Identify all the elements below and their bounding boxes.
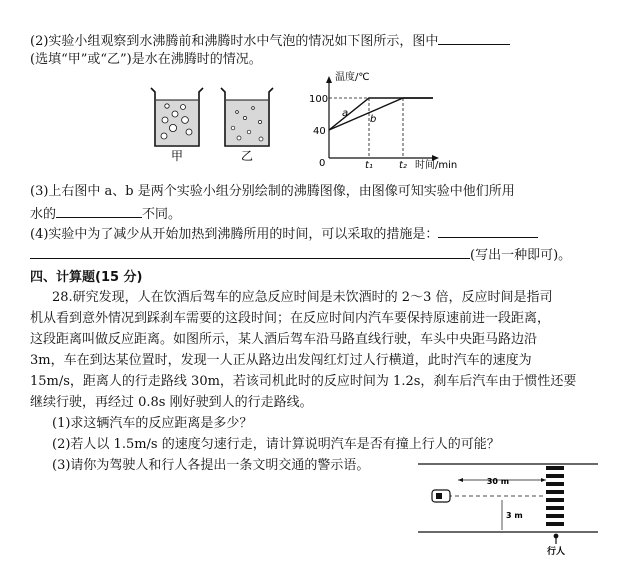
line-b-label: b [370, 114, 377, 125]
beaker-yi [221, 88, 273, 146]
q3-line2 [30, 203, 181, 224]
y-tick-40: 40 [313, 126, 326, 137]
road-diagram [418, 460, 618, 555]
q28-sub2: (2)若人以 1.5m/s 的速度匀速行走，请计算说明汽车是否有撞上行人的可能？ [52, 437, 500, 452]
answer-blank-q2[interactable] [438, 30, 510, 45]
answer-blank-q4-a[interactable] [438, 223, 538, 238]
x-axis-label: 时间/min [415, 160, 458, 170]
y-axis-label: 温度/℃ [335, 72, 370, 83]
q28-line1: 28.研究发现，人在饮酒后驾车的应急反应时间是未饮酒时的 2～3 倍，反应时间是指司 [52, 290, 553, 305]
q3-text-pre: 水的 [30, 207, 57, 222]
pedestrian-icon [554, 534, 559, 544]
q28-line3: 这段距离叫做反应距离。如图所示，某人酒后驾车沿马路直线行驶，车头中央距马路边沿 [30, 332, 538, 347]
x-tick-t1: t₁ [365, 160, 373, 170]
q4-text: (4)实验中为了减少从开始加热到沸腾所用的时间，可以采取的措施是： [30, 227, 439, 242]
temperature-graph [305, 70, 470, 170]
beakers-figure [145, 82, 285, 164]
q4-line2 [30, 244, 571, 265]
y-tick-100: 100 [309, 94, 329, 105]
q4-text-post: (写出一种即可)。 [470, 248, 572, 263]
answer-blank-q4-b[interactable] [30, 244, 470, 259]
q28-line6: 继续行驶，再经过 0.8s 刚好驶到人的行走路线。 [30, 395, 313, 410]
distance-30m-label: 30 m [486, 477, 510, 486]
q3-text-post: 不同。 [142, 207, 182, 222]
q28-sub1: (1)求这辆汽车的反应距离是多少？ [52, 416, 253, 431]
q28-sub3: (3)请你为驾驶人和行人各提出一条文明交通的警示语。 [52, 458, 370, 473]
origin-label: 0 [319, 158, 326, 169]
q28-line5: 15m/s，距离人的行走路线 30m，若该司机此时的反应时间为 1.2s，刹车后汽车由于惯性还要 [30, 374, 577, 389]
section-title: 四、计算题(15 分) [30, 270, 143, 285]
car-icon [432, 490, 450, 502]
q2-line2: (选填“甲”或“乙”)是水在沸腾时的情况。 [30, 52, 262, 67]
q2-text: (2)实验小组观察到水沸腾前和沸腾时水中气泡的情况如下图所示，图中 [30, 34, 439, 49]
x-tick-t2: t₂ [399, 160, 407, 170]
answer-blank-q3[interactable] [56, 203, 142, 218]
distance-3m-label: 3 m [506, 511, 523, 520]
q4-line1 [30, 223, 538, 244]
beaker-jia [151, 88, 203, 146]
pedestrian-label: 行人 [546, 547, 566, 555]
beaker-label-jia: 甲 [170, 149, 184, 163]
beaker-label-yi: 乙 [240, 149, 254, 163]
line-a-label: a [342, 108, 349, 119]
q3-line1: (3)上右图中 a、b 是两个实验小组分别绘制的沸腾图像，由图像可知实验中他们所用 [30, 184, 515, 199]
q28-line4: 3m，车在到达某位置时，发现一人正从路边出发闯红灯过人行横道，此时汽车的速度为 [30, 353, 532, 368]
crosswalk [546, 466, 564, 526]
q28-line2: 机从看到意外情况到踩刹车需要的这段时间；在反应时间内汽车要保持原速前进一段距离， [30, 311, 551, 326]
q2-line1 [30, 30, 510, 51]
